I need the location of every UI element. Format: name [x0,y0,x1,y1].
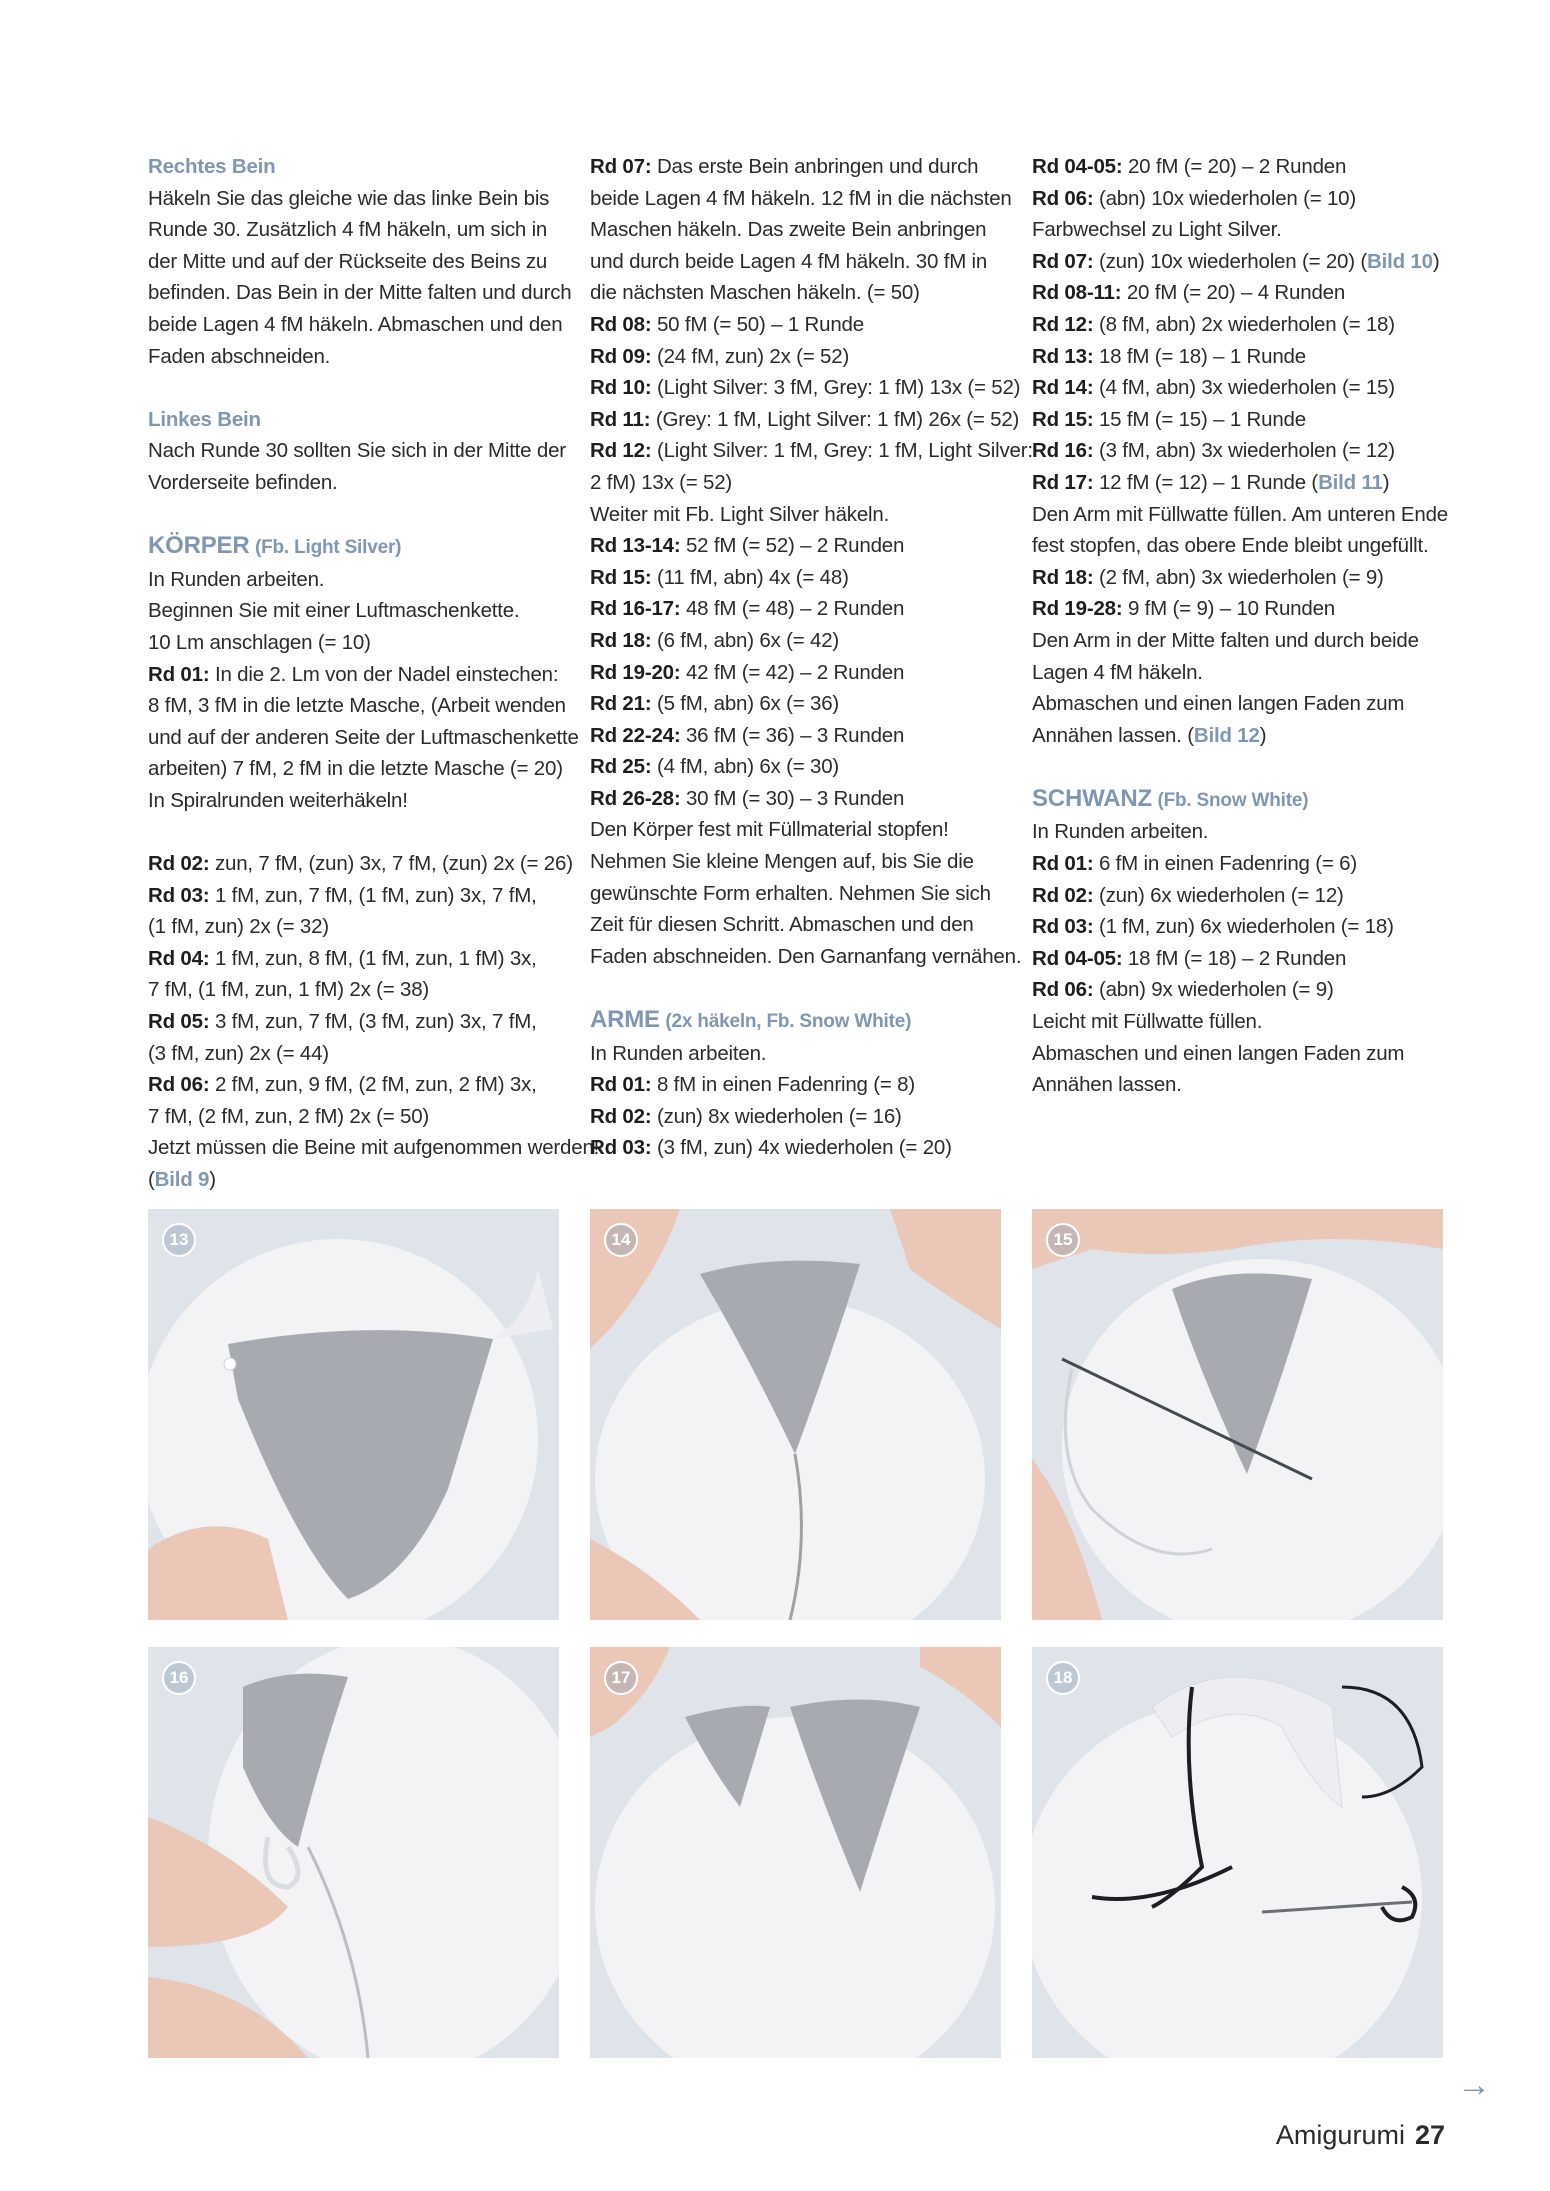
text-line: Jetzt müssen die Beine mit aufgenommen werden! [148,1136,600,1160]
round-line [1032,467,1452,499]
text-line: Häkeln Sie das gleiche wie das linke Bein bis [148,186,550,210]
round-label: Rd 01: [590,1073,652,1097]
text-line: Faden abschneiden. Den Garnanfang vernähen. [590,944,1022,968]
text-line: 10 Lm anschlagen (= 10) [148,630,371,654]
round-line [1032,911,1452,943]
round-line [590,1069,1010,1101]
round-text: (zun) 6x wiederholen (= 12) [1093,883,1344,907]
round-line [590,151,1010,183]
text-line: fest stopfen, das obere Ende bleibt ungefüllt. [1032,534,1429,558]
text-line: Runde 30. Zusätzlich 4 fM häkeln, um sich in [148,218,548,242]
section-title: ARME [590,1006,660,1034]
round-text: 15 fM (= 15) – 1 Runde [1093,407,1306,431]
text-line: Annähen lassen. [1032,1073,1182,1097]
round-line [590,1132,1010,1164]
round-label: Rd 18: [590,628,652,652]
round-line [590,1101,1010,1133]
text-line: 7 fM, (2 fM, zun, 2 fM) 2x (= 50) [148,1104,430,1128]
text-line: (3 fM, zun) 2x (= 44) [148,1041,329,1065]
paren: ) [1382,470,1390,494]
text-line: Lagen 4 fM häkeln. [1032,660,1203,684]
text-line: In Spiralrunden weiterhäkeln! [148,788,408,812]
text-line [148,1164,568,1196]
photo-step-18 [1032,1647,1443,2058]
round-text: 1 fM, zun, 7 fM, (1 fM, zun) 3x, 7 fM, [209,883,537,907]
photo-step-13 [148,1209,559,1620]
round-text: 18 fM (= 18) – 2 Runden [1122,946,1347,970]
round-label: Rd 03: [148,883,210,907]
round-label: Rd 08: [590,312,652,336]
round-label: Rd 02: [1032,883,1094,907]
text-line: Abmaschen und einen langen Faden zum [1032,692,1405,716]
round-line [148,943,568,975]
round-label: Rd 01: [1032,852,1094,876]
text-line: In Runden arbeiten. [148,567,325,591]
text-line: Maschen häkeln. Das zweite Bein anbringen [590,218,987,242]
text-line: Nach Runde 30 sollten Sie sich in der Mitte der [148,439,566,463]
round-line [590,688,1010,720]
text-line: Den Arm in der Mitte falten und durch beide [1032,628,1419,652]
round-label: Rd 12: [590,439,652,463]
round-line [1032,562,1452,594]
section-subtitle: (Fb. Snow White) [1157,789,1309,811]
round-label: Rd 09: [590,344,652,368]
round-label: Rd 22-24: [590,723,681,747]
text-line: gewünschte Form erhalten. Nehmen Sie sich [590,881,991,905]
text-line: beide Lagen 4 fM häkeln. 12 fM in die nächsten [590,186,1012,210]
round-label: Rd 06: [1032,186,1094,210]
round-text: (4 fM, abn) 3x wiederholen (= 15) [1093,376,1395,400]
step-number-badge: 17 [604,1661,638,1695]
round-text: In die 2. Lm von der Nadel einstechen: [209,662,559,686]
round-text: (abn) 9x wiederholen (= 9) [1093,978,1334,1002]
round-label: Rd 26-28: [590,786,681,810]
round-line [1032,974,1452,1006]
round-text: 36 fM (= 36) – 3 Runden [680,723,905,747]
round-text: (1 fM, zun) 6x wiederholen (= 18) [1093,915,1394,939]
text-line: Faden abschneiden. [148,344,331,368]
round-line [590,657,1010,689]
round-label: Rd 21: [590,692,652,716]
round-line [1032,435,1452,467]
round-line [1032,309,1452,341]
text-line: Abmaschen und einen langen Faden zum [1032,1041,1405,1065]
paren: ) [209,1168,216,1191]
round-text: 8 fM in einen Fadenring (= 8) [651,1073,915,1097]
section-heading-arme [590,1004,1010,1038]
figure-reference: Bild 12 [1193,723,1260,747]
round-text: (5 fM, abn) 6x (= 36) [651,692,840,716]
round-line [590,625,1010,657]
step-number-badge: 14 [604,1223,638,1257]
paren: ) [1259,723,1267,747]
round-text: 3 fM, zun, 7 fM, (3 fM, zun) 3x, 7 fM, [209,1010,537,1034]
text-line: 2 fM) 13x (= 52) [590,470,733,494]
round-label: Rd 16-17: [590,597,681,621]
round-text: 52 fM (= 52) – 2 Runden [680,534,905,558]
section-subtitle: (2x häkeln, Fb. Snow White) [665,1011,912,1033]
round-label: Rd 16: [1032,439,1094,463]
text-line: beide Lagen 4 fM häkeln. Abmaschen und den [148,312,563,336]
round-text: (8 fM, abn) 2x wiederholen (= 18) [1093,312,1395,336]
round-text: 20 fM (= 20) – 2 Runden [1122,155,1347,178]
round-line [1032,943,1452,975]
round-line [148,880,568,912]
round-label: Rd 06: [148,1073,210,1097]
text-line: Den Arm mit Füllwatte füllen. Am unteren Ende [1032,502,1449,526]
photo-step-14 [590,1209,1001,1620]
text-line: Beginnen Sie mit einer Luftmaschenkette. [148,599,520,623]
round-text: 1 fM, zun, 8 fM, (1 fM, zun, 1 fM) 3x, [209,946,537,970]
figure-reference: Bild 10 [1367,249,1433,273]
text-line: Vorderseite befinden. [148,470,338,494]
round-line [148,1006,568,1038]
round-text: (2 fM, abn) 3x wiederholen (= 9) [1093,565,1384,589]
round-line [1032,593,1452,625]
step-number-badge: 13 [162,1223,196,1257]
round-line [1032,880,1452,912]
round-text: (Light Silver: 1 fM, Grey: 1 fM, Light Silver: [651,439,1033,463]
text-line: 8 fM, 3 fM in die letzte Masche, (Arbeit wenden [148,694,566,718]
round-text: 20 fM (= 20) – 4 Runden [1121,281,1346,305]
round-line [1032,372,1452,404]
magazine-name: Amigurumi [1275,2120,1405,2150]
text-line: 7 fM, (1 fM, zun, 1 fM) 2x (= 38) [148,978,430,1002]
round-label: Rd 04-05: [1032,155,1123,178]
round-line [148,659,568,691]
round-text: zun, 7 fM, (zun) 3x, 7 fM, (zun) 2x (= 26) [209,852,573,876]
photo-step-16 [148,1647,559,2058]
round-text: (24 fM, zun) 2x (= 52) [651,344,850,368]
round-text: (zun) 10x wiederholen (= 20) ( [1093,249,1367,273]
round-line [1032,277,1452,309]
text-line: Leicht mit Füllwatte füllen. [1032,1010,1263,1034]
text-line: arbeiten) 7 fM, 2 fM in die letzte Masche (= 20) [148,757,563,781]
round-line [590,404,1020,436]
round-line [1032,848,1452,880]
round-line [1032,341,1452,373]
paren: ) [1432,249,1440,273]
round-label: Rd 13-14: [590,534,681,558]
section-heading-koerper [148,530,568,564]
step-number-badge: 18 [1046,1661,1080,1695]
round-line [148,1069,568,1101]
round-label: Rd 07: [1032,249,1094,273]
round-label: Rd 08-11: [1032,281,1122,305]
round-label: Rd 07: [590,155,652,178]
round-label: Rd 12: [1032,312,1094,336]
column-3 [1032,151,1452,1101]
round-text: (zun) 8x wiederholen (= 16) [651,1104,902,1128]
round-line [1032,404,1452,436]
page-footer [1276,2120,1445,2151]
text-line: Den Körper fest mit Füllmaterial stopfen! [590,818,949,842]
photo-step-15 [1032,1209,1443,1620]
text-line: befinden. Das Bein in der Mitte falten und durch [148,281,572,305]
round-text: 9 fM (= 9) – 10 Runden [1122,597,1335,621]
round-line [590,530,1010,562]
round-line [590,309,1010,341]
round-text: (4 fM, abn) 6x (= 30) [651,755,840,779]
round-text: (Light Silver: 3 fM, Grey: 1 fM) 13x (= 52) [651,376,1021,400]
round-label: Rd 15: [1032,407,1094,431]
round-label: Rd 15: [590,565,652,589]
round-label: Rd 19-28: [1032,597,1123,621]
text-line: und durch beide Lagen 4 fM häkeln. 30 fM in [590,249,988,273]
step-number-badge: 16 [162,1661,196,1695]
round-label: Rd 03: [590,1136,652,1160]
round-line [1032,151,1452,183]
round-label: Rd 02: [148,852,210,876]
round-label: Rd 04: [148,946,210,970]
round-line [590,372,1021,404]
round-line [590,751,1010,783]
round-line [148,848,573,880]
text-line: In Runden arbeiten. [590,1041,767,1065]
round-text: 50 fM (= 50) – 1 Runde [651,312,864,336]
round-line [590,562,1010,594]
round-label: Rd 13: [1032,344,1094,368]
round-label: Rd 25: [590,755,652,779]
round-text: (Grey: 1 fM, Light Silver: 1 fM) 26x (= 52) [650,407,1020,431]
round-text: (abn) 10x wiederholen (= 10) [1093,186,1357,210]
round-text: (6 fM, abn) 6x (= 42) [651,628,840,652]
text-line: In Runden arbeiten. [1032,820,1209,844]
section-subtitle: (Fb. Light Silver) [254,537,402,559]
round-text: Das erste Bein anbringen und durch [651,155,979,178]
text-line [1032,720,1452,752]
section-heading-schwanz [1032,783,1452,817]
text-line: Weiter mit Fb. Light Silver häkeln. [590,502,890,526]
round-line [590,783,1010,815]
column-1 [148,151,600,1196]
round-line [1032,246,1452,278]
round-label: Rd 14: [1032,376,1094,400]
round-text: 30 fM (= 30) – 3 Runden [680,786,905,810]
round-label: Rd 10: [590,376,652,400]
round-text: (11 fM, abn) 4x (= 48) [651,565,849,589]
text-line: Zeit für diesen Schritt. Abmaschen und den [590,913,974,937]
text: Annähen lassen. ( [1032,723,1194,747]
text-line: der Mitte und auf der Rückseite des Beins zu [148,249,548,273]
round-label: Rd 03: [1032,915,1094,939]
page-number: 27 [1414,2120,1445,2150]
section-title: SCHWANZ [1032,784,1152,812]
section-title: KÖRPER [148,532,250,560]
round-label: Rd 02: [590,1104,652,1128]
text-line: Farbwechsel zu Light Silver. [1032,218,1282,242]
round-line [590,435,1033,467]
next-page-arrow-icon: → [1457,2066,1491,2104]
round-line [590,341,1010,373]
paren: ( [148,1168,155,1191]
heading-rechtes-bein: Rechtes Bein [148,155,276,178]
round-label: Rd 11: [590,407,651,431]
round-text: 18 fM (= 18) – 1 Runde [1093,344,1306,368]
photo-step-17 [590,1647,1001,2058]
heading-linkes-bein: Linkes Bein [148,407,261,431]
round-text: 12 fM (= 12) – 1 Runde ( [1093,470,1319,494]
text-line: und auf der anderen Seite der Luftmaschenkette [148,725,579,749]
round-text: (3 fM, abn) 3x wiederholen (= 12) [1093,439,1395,463]
round-label: Rd 19-20: [590,660,681,684]
round-label: Rd 05: [148,1010,210,1034]
round-label: Rd 01: [148,662,210,686]
figure-reference: Bild 9 [154,1168,210,1191]
round-text: 42 fM (= 42) – 2 Runden [680,660,905,684]
step-number-badge: 15 [1046,1223,1080,1257]
text-line: die nächsten Maschen häkeln. (= 50) [590,281,920,305]
round-label: Rd 04-05: [1032,946,1123,970]
round-text: 6 fM in einen Fadenring (= 6) [1093,852,1357,876]
round-line [590,593,1010,625]
text-line: Nehmen Sie kleine Mengen auf, bis Sie die [590,850,974,874]
figure-reference: Bild 11 [1318,470,1383,494]
text-line: (1 fM, zun) 2x (= 32) [148,915,329,939]
round-text: 2 fM, zun, 9 fM, (2 fM, zun, 2 fM) 3x, [209,1073,537,1097]
round-label: Rd 06: [1032,978,1094,1002]
round-line [590,720,1010,752]
round-text: (3 fM, zun) 4x wiederholen (= 20) [651,1136,952,1160]
column-2 [590,151,1033,1164]
round-label: Rd 18: [1032,565,1094,589]
round-line [1032,183,1452,215]
round-label: Rd 17: [1032,470,1094,494]
round-text: 48 fM (= 48) – 2 Runden [680,597,905,621]
